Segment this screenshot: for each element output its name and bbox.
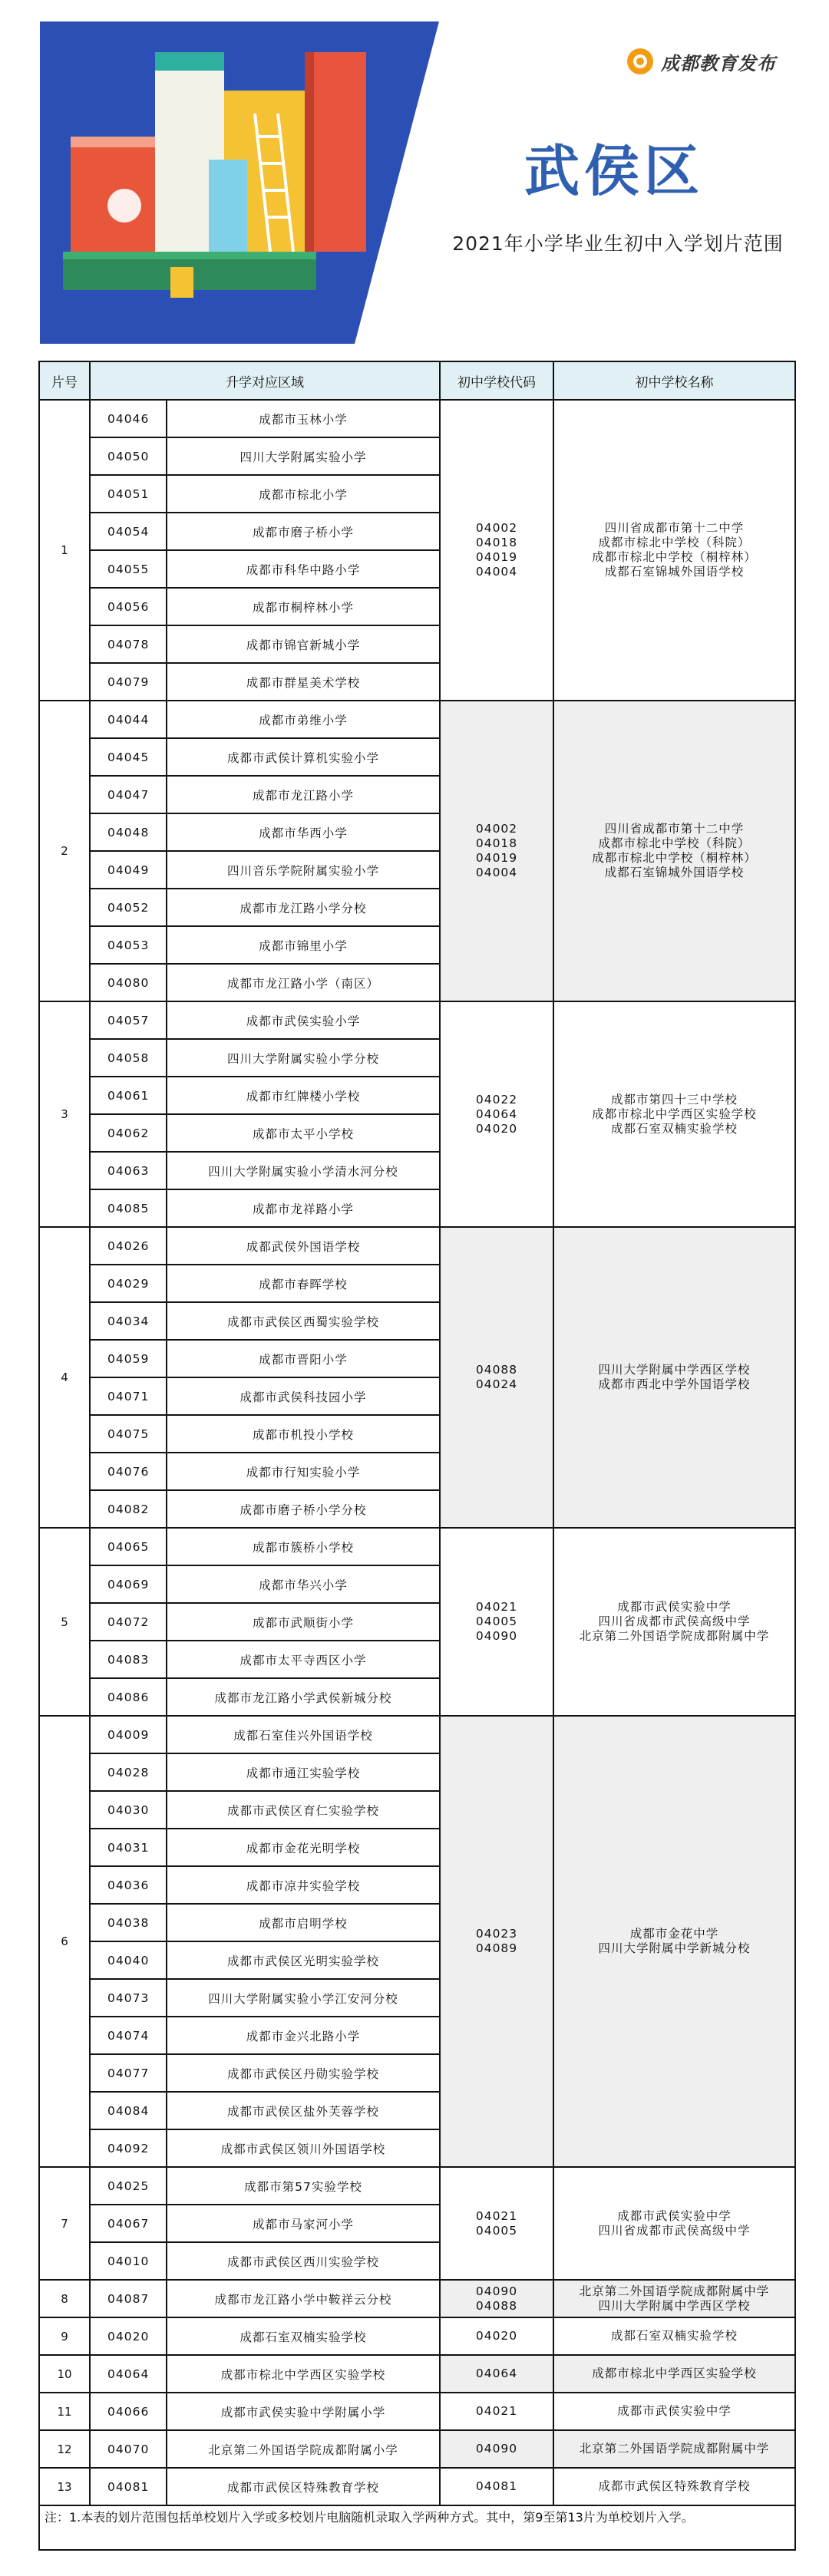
district-title: 武侯区 [523, 139, 704, 203]
primary-school-name: 成都市武侯科技园小学 [167, 1377, 440, 1415]
primary-school-name: 成都市桐梓林小学 [167, 588, 440, 625]
primary-school-name: 成都市晋阳小学 [167, 1340, 440, 1377]
middle-school-codes [440, 2280, 553, 2317]
zone-number: 8 [39, 2280, 90, 2317]
middle-school-name: 四川省成都市武侯高级中学 [598, 1615, 751, 1628]
primary-school-code: 04085 [90, 1189, 167, 1227]
primary-school-name: 成都市红牌楼小学校 [167, 1077, 440, 1114]
primary-school-name: 四川大学附属实验小学分校 [167, 1039, 440, 1077]
primary-school-name: 成都市金兴北路小学 [167, 2017, 440, 2054]
zoning-table [38, 361, 796, 2551]
primary-school-name: 四川音乐学院附属实验小学 [167, 851, 440, 889]
primary-school-name: 成都市武侯区西川实验学校 [167, 2242, 440, 2280]
middle-school-code: 04004 [475, 866, 518, 879]
primary-school-code: 04054 [90, 513, 167, 550]
table-body [39, 400, 795, 2550]
primary-school-code: 04057 [90, 1001, 167, 1039]
zoning-table-wrapper [38, 361, 794, 2551]
middle-school-name: 四川大学附属中学新城分校 [598, 1941, 751, 1955]
primary-school-name: 成都市武侯区育仁实验学校 [167, 1791, 440, 1829]
primary-school-name: 成都市武侯区光明实验学校 [167, 1941, 440, 1979]
primary-school-code: 04075 [90, 1415, 167, 1453]
middle-school-names [553, 2355, 795, 2393]
middle-school-code: 04024 [475, 1377, 518, 1391]
primary-school-name: 成都市武侯区特殊教育学校 [167, 2468, 440, 2505]
primary-school-code: 04061 [90, 1077, 167, 1114]
middle-school-name: 成都市武侯实验中学 [617, 2208, 732, 2223]
middle-school-code: 04021 [475, 2404, 518, 2418]
table-row [39, 1001, 795, 1039]
primary-school-name: 成都市武侯实验中学附属小学 [167, 2393, 440, 2430]
middle-school-names [553, 1716, 795, 2167]
middle-school-code: 04088 [475, 1363, 518, 1377]
primary-school-code: 04034 [90, 1302, 167, 1340]
primary-school-code: 04050 [90, 437, 167, 475]
table-row [39, 2430, 795, 2468]
primary-school-name: 成都市春晖学校 [167, 1265, 440, 1302]
zone-number: 7 [39, 2167, 90, 2280]
middle-school-code: 04090 [475, 2442, 518, 2456]
primary-school-name: 成都市棕北小学 [167, 475, 440, 513]
middle-school-codes [440, 400, 553, 701]
primary-school-code: 04010 [90, 2242, 167, 2280]
primary-school-code: 04082 [90, 1490, 167, 1528]
primary-school-code: 04086 [90, 1678, 167, 1716]
middle-school-name: 四川省成都市第十二中学 [604, 521, 745, 535]
zone-number: 10 [39, 2355, 90, 2393]
primary-school-name: 成都市龙江路小学武侯新城分校 [167, 1678, 440, 1716]
middle-school-name: 四川大学附属中学西区学校 [598, 2298, 751, 2313]
primary-school-code: 04028 [90, 1753, 167, 1791]
middle-school-code: 04089 [475, 1941, 518, 1955]
middle-school-name: 北京第二外国语学院成都附属中学 [579, 2442, 770, 2456]
table-row [39, 2167, 795, 2205]
primary-school-name: 成都市玉林小学 [167, 400, 440, 437]
middle-school-code: 04021 [475, 2208, 518, 2223]
zone-number: 11 [39, 2393, 90, 2430]
table-row [39, 2317, 795, 2355]
primary-school-code: 04025 [90, 2167, 167, 2205]
middle-school-name: 成都市金花中学 [629, 1927, 719, 1941]
table-row [39, 2393, 795, 2430]
primary-school-code: 04092 [90, 2129, 167, 2167]
middle-school-code: 04021 [475, 1600, 518, 1614]
primary-school-code: 04045 [90, 738, 167, 776]
middle-school-names [553, 2317, 795, 2355]
middle-school-codes [440, 2317, 553, 2355]
primary-school-name: 成都市机投小学校 [167, 1415, 440, 1453]
middle-school-names [553, 1528, 795, 1716]
primary-school-code: 04066 [90, 2393, 167, 2430]
primary-school-name: 成都市棕北中学西区实验学校 [167, 2355, 440, 2393]
primary-school-name: 成都市龙江路小学分校 [167, 889, 440, 926]
primary-school-name: 成都市太平小学校 [167, 1114, 440, 1152]
middle-school-code: 04005 [475, 2223, 518, 2238]
middle-school-name: 成都市棕北中学校（桐梓林） [592, 550, 757, 564]
middle-school-code: 04090 [475, 1629, 518, 1643]
primary-school-name: 成都市华西小学 [167, 813, 440, 851]
primary-school-code: 04009 [90, 1716, 167, 1753]
primary-school-code: 04063 [90, 1152, 167, 1189]
middle-school-codes [440, 2430, 553, 2468]
primary-school-code: 04040 [90, 1941, 167, 1979]
middle-school-codes [440, 1227, 553, 1528]
middle-school-code: 04023 [475, 1927, 518, 1941]
primary-school-name: 成都市华兴小学 [167, 1565, 440, 1603]
primary-school-name: 成都市通江实验学校 [167, 1753, 440, 1791]
primary-school-code: 04076 [90, 1453, 167, 1490]
zone-number: 5 [39, 1528, 90, 1716]
middle-school-name: 成都石室双楠实验学校 [610, 1121, 738, 1136]
middle-school-code: 04022 [475, 1092, 518, 1107]
middle-school-name: 四川省成都市武侯高级中学 [598, 2223, 751, 2238]
primary-school-code: 04065 [90, 1528, 167, 1565]
primary-school-code: 04046 [90, 400, 167, 437]
primary-school-code: 04031 [90, 1829, 167, 1866]
table-row [39, 2355, 795, 2393]
primary-school-name: 成都市武侯区西蜀实验学校 [167, 1302, 440, 1340]
primary-school-code: 04070 [90, 2430, 167, 2468]
primary-school-code: 04056 [90, 588, 167, 625]
primary-school-code: 04079 [90, 663, 167, 701]
middle-school-code: 04002 [475, 521, 518, 535]
brand-logo-icon [626, 47, 655, 76]
middle-school-codes [440, 2468, 553, 2505]
middle-school-name: 成都市武侯实验中学 [617, 2404, 732, 2418]
primary-school-code: 04048 [90, 813, 167, 851]
middle-school-name: 北京第二外国语学院成都附属中学 [579, 1629, 770, 1643]
primary-school-name: 成都市科华中路小学 [167, 550, 440, 588]
primary-school-name: 成都市锦官新城小学 [167, 625, 440, 663]
table-row [39, 2280, 795, 2317]
primary-school-code: 04047 [90, 776, 167, 813]
middle-school-name: 四川大学附属中学西区学校 [598, 1363, 751, 1377]
primary-school-code: 04064 [90, 2355, 167, 2393]
middle-school-names [553, 1227, 795, 1528]
primary-school-code: 04030 [90, 1791, 167, 1829]
middle-school-code: 04020 [475, 1121, 518, 1136]
zone-number: 4 [39, 1227, 90, 1528]
primary-school-code: 04074 [90, 2017, 167, 2054]
note-row [39, 2505, 795, 2550]
middle-school-name: 成都市棕北中学校（科院） [598, 536, 751, 549]
primary-school-code: 04055 [90, 550, 167, 588]
middle-school-name: 成都市武侯实验中学 [617, 1600, 732, 1614]
primary-school-name: 成都市龙江路小学中鞍祥云分校 [167, 2280, 440, 2317]
primary-school-name: 成都市启明学校 [167, 1904, 440, 1941]
middle-school-codes [440, 1716, 553, 2167]
middle-school-names [553, 2167, 795, 2280]
primary-school-name: 成都市锦里小学 [167, 926, 440, 964]
table-row [39, 1716, 795, 1753]
middle-school-names [553, 1001, 795, 1227]
primary-school-code: 04072 [90, 1603, 167, 1641]
middle-school-code: 04090 [475, 2284, 518, 2298]
primary-school-code: 04044 [90, 701, 167, 738]
middle-school-name: 成都市棕北中学西区实验学校 [592, 2367, 757, 2380]
primary-school-code: 04052 [90, 889, 167, 926]
primary-school-code: 04026 [90, 1227, 167, 1265]
primary-school-name: 成都市武侯区丹勋实验学校 [167, 2054, 440, 2092]
middle-school-code: 04005 [475, 1615, 518, 1628]
primary-school-name: 成都市行知实验小学 [167, 1453, 440, 1490]
primary-school-name: 成都市马家河小学 [167, 2205, 440, 2242]
primary-school-code: 04073 [90, 1979, 167, 2017]
middle-school-name: 成都市棕北中学校（桐梓林） [592, 851, 757, 865]
primary-school-name: 成都市金花光明学校 [167, 1829, 440, 1866]
primary-school-name: 北京第二外国语学院成都附属小学 [167, 2430, 440, 2468]
middle-school-code: 04018 [475, 836, 518, 850]
middle-school-codes [440, 2167, 553, 2280]
primary-school-code: 04084 [90, 2092, 167, 2129]
middle-school-code: 04064 [475, 2367, 518, 2380]
primary-school-name: 成都市龙江路小学（南区） [167, 964, 440, 1001]
primary-school-code: 04036 [90, 1866, 167, 1904]
primary-school-code: 04029 [90, 1265, 167, 1302]
primary-school-name: 成都市太平寺西区小学 [167, 1641, 440, 1678]
table-row [39, 701, 795, 738]
middle-school-code: 04004 [475, 565, 518, 579]
brand-name: 成都教育发布 [661, 52, 776, 74]
primary-school-name: 成都石室双楠实验学校 [167, 2317, 440, 2355]
zone-number: 13 [39, 2468, 90, 2505]
middle-school-name: 北京第二外国语学院成都附属中学 [579, 2284, 770, 2298]
primary-school-name: 成都市武侯区盐外芙蓉学校 [167, 2092, 440, 2129]
middle-school-code: 04020 [475, 2329, 518, 2343]
middle-school-name: 成都市西北中学外国语学校 [598, 1377, 751, 1391]
middle-school-names [553, 2280, 795, 2317]
primary-school-name: 四川大学附属实验小学江安河分校 [167, 1979, 440, 2017]
middle-school-codes [440, 701, 553, 1001]
zone-number: 12 [39, 2430, 90, 2468]
middle-school-code: 04088 [475, 2298, 518, 2313]
header-middle-code: 初中学校代码 [440, 361, 553, 400]
middle-school-names [553, 701, 795, 1001]
middle-school-name: 成都石室双楠实验学校 [610, 2329, 738, 2343]
primary-school-name: 成都市武顺街小学 [167, 1603, 440, 1641]
primary-school-name: 成都市武侯计算机实验小学 [167, 738, 440, 776]
primary-school-code: 04062 [90, 1114, 167, 1152]
middle-school-name: 四川省成都市第十二中学 [604, 822, 745, 836]
middle-school-code: 04019 [475, 851, 518, 865]
primary-school-name: 成都市簇桥小学校 [167, 1528, 440, 1565]
primary-school-code: 04049 [90, 851, 167, 889]
middle-school-name: 成都市棕北中学校（科院） [598, 836, 751, 850]
primary-school-name: 四川大学附属实验小学清水河分校 [167, 1152, 440, 1189]
header-middle-name: 初中学校名称 [553, 361, 795, 400]
middle-school-codes [440, 2393, 553, 2430]
middle-school-name: 成都石室锦城外国语学校 [604, 565, 745, 579]
middle-school-name: 成都市棕北中学西区实验学校 [592, 1107, 757, 1121]
middle-school-code: 04002 [475, 822, 518, 836]
primary-school-code: 04081 [90, 2468, 167, 2505]
table-row [39, 2468, 795, 2505]
primary-school-name: 成都市第57实验学校 [167, 2167, 440, 2205]
middle-school-names [553, 2393, 795, 2430]
primary-school-code: 04053 [90, 926, 167, 964]
middle-school-names [553, 2468, 795, 2505]
table-header-row [39, 361, 795, 400]
middle-school-names [553, 2430, 795, 2468]
primary-school-code: 04051 [90, 475, 167, 513]
primary-school-name: 成都市凉井实验学校 [167, 1866, 440, 1904]
primary-school-name: 成都市群星美术学校 [167, 663, 440, 701]
page-subtitle: 2021年小学毕业生初中入学划片范围 [452, 233, 784, 255]
zone-number: 9 [39, 2317, 90, 2355]
primary-school-code: 04087 [90, 2280, 167, 2317]
middle-school-codes [440, 2355, 553, 2393]
table-note: 注：1.本表的划片范围包括单校划片入学或多校划片电脑随机录取入学两种方式。其中，第9至第13片为单校划片入学。 [39, 2505, 795, 2550]
primary-school-name: 成都市磨子桥小学分校 [167, 1490, 440, 1528]
primary-school-name: 四川大学附属实验小学 [167, 437, 440, 475]
primary-school-code: 04069 [90, 1565, 167, 1603]
primary-school-code: 04071 [90, 1377, 167, 1415]
primary-school-code: 04038 [90, 1904, 167, 1941]
table-row [39, 1227, 795, 1265]
middle-school-code: 04081 [475, 2479, 518, 2493]
primary-school-name: 成都石室佳兴外国语学校 [167, 1716, 440, 1753]
primary-school-code: 04020 [90, 2317, 167, 2355]
primary-school-name: 成都市武侯实验小学 [167, 1001, 440, 1039]
primary-school-code: 04080 [90, 964, 167, 1001]
primary-school-code: 04078 [90, 625, 167, 663]
header-primary-area: 升学对应区域 [90, 361, 440, 400]
primary-school-code: 04058 [90, 1039, 167, 1077]
primary-school-name: 成都市武侯区领川外国语学校 [167, 2129, 440, 2167]
zone-number: 3 [39, 1001, 90, 1227]
primary-school-code: 04067 [90, 2205, 167, 2242]
primary-school-name: 成都武侯外国语学校 [167, 1227, 440, 1265]
primary-school-name: 成都市磨子桥小学 [167, 513, 440, 550]
zone-number: 1 [39, 400, 90, 701]
page-header [0, 0, 829, 361]
primary-school-code: 04077 [90, 2054, 167, 2092]
primary-school-code: 04059 [90, 1340, 167, 1377]
zone-number: 6 [39, 1716, 90, 2167]
primary-school-code: 04083 [90, 1641, 167, 1678]
middle-school-code: 04018 [475, 536, 518, 549]
middle-school-name: 成都市武侯区特殊教育学校 [598, 2479, 751, 2493]
middle-school-code: 04019 [475, 550, 518, 564]
brand [626, 45, 776, 78]
books-illustration [40, 21, 439, 344]
primary-school-name: 成都市龙祥路小学 [167, 1189, 440, 1227]
middle-school-name: 成都市第四十三中学校 [610, 1092, 738, 1107]
middle-school-code: 04064 [475, 1107, 518, 1121]
primary-school-name: 成都市龙江路小学 [167, 776, 440, 813]
table-row [39, 1528, 795, 1565]
header-zone-number: 片号 [39, 361, 90, 400]
zone-number: 2 [39, 701, 90, 1001]
middle-school-names [553, 400, 795, 701]
middle-school-codes [440, 1001, 553, 1227]
primary-school-name: 成都市弟维小学 [167, 701, 440, 738]
table-row [39, 400, 795, 437]
middle-school-codes [440, 1528, 553, 1716]
middle-school-name: 成都石室锦城外国语学校 [604, 866, 745, 879]
